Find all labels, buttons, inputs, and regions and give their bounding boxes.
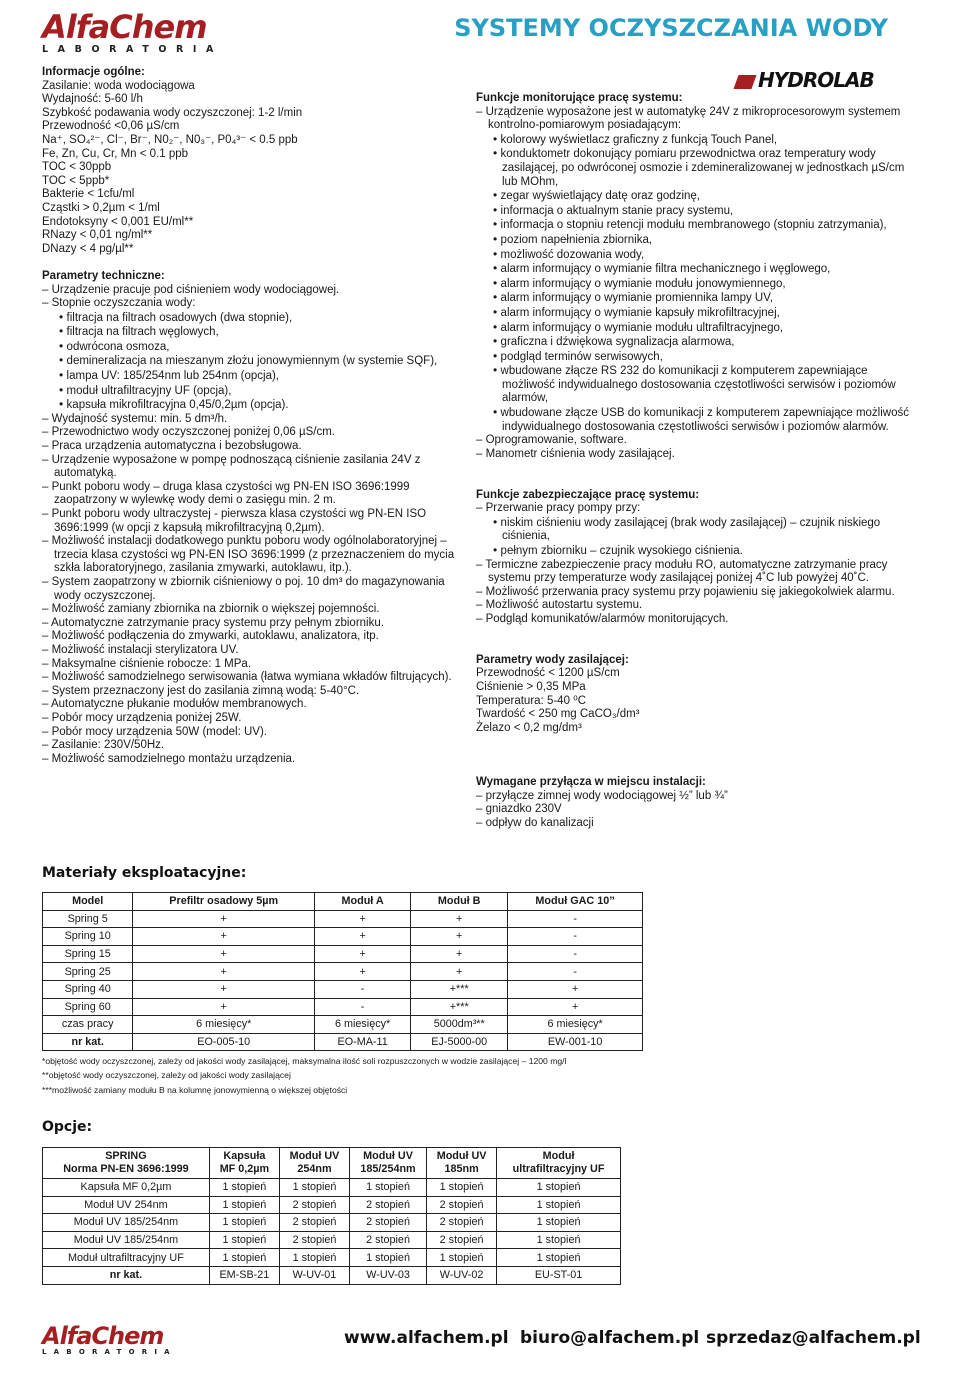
tech-item: – Możliwość samodzielnego serwisowania (łatwa wymiana wkładów filtrujących). [42, 671, 462, 685]
options-row [43, 1249, 621, 1267]
materials-cell: Spring 60 [43, 998, 133, 1016]
materials-cell: + [133, 928, 315, 946]
options-cell: 1 stopień [497, 1249, 621, 1267]
materials-row [43, 945, 643, 963]
materials-cell: EW-001-10 [508, 1033, 643, 1051]
tech-item: – Przewodnictwo wody oczyszczonej poniżej 0,06 µS/cm. [42, 426, 462, 440]
connection-item: – gniazdko 230V [476, 803, 916, 817]
connection-item: – odpływ do kanalizacji [476, 817, 916, 831]
materials-cell: + [411, 910, 508, 928]
options-cell: 1 stopień [279, 1249, 349, 1267]
stage-item: • demineralizacja na mieszanym złożu jonowymiennym (w systemie SQF), [48, 354, 462, 369]
stage-item: • filtracja na filtrach węglowych, [48, 325, 462, 340]
monitor-feature-item: • kolorowy wyświetlacz graficzny z funkcją Touch Panel, [482, 133, 916, 148]
options-header-cell: Kapsuła MF 0,2µm [209, 1148, 279, 1179]
monitor-feature-item: • alarm informujący o wymianie modułu jonowymiennego, [482, 277, 916, 292]
monitor-feature-item: • możliwość dozowania wody, [482, 248, 916, 263]
general-info-item: Cząstki > 0,2µm < 1/ml [42, 201, 160, 214]
monitor-feature-item: • konduktometr dokonujący pomiaru przewodnictwa oraz temperatury wody zasilającej, po odwróconej osmozie i zdemineralizowanej w jednostkach µS/cm lub MOhm, [482, 147, 916, 189]
materials-cell: + [411, 963, 508, 981]
options-cell: 2 stopień [427, 1231, 497, 1249]
materials-notes [42, 1054, 566, 1097]
options-cell: 1 stopień [209, 1249, 279, 1267]
general-info-heading: Informacje ogólne: [42, 66, 145, 78]
options-cell: W-UV-01 [279, 1266, 349, 1284]
general-info-item: Bakterie < 1cfu/ml [42, 188, 135, 201]
materials-header-cell: Model [43, 893, 133, 911]
protect-item: – Przerwanie pracy pompy przy: [476, 502, 916, 516]
materials-cell: Spring 5 [43, 910, 133, 928]
materials-cell: nr kat. [43, 1033, 133, 1051]
options-row [43, 1214, 621, 1232]
protect-condition-item: • pełnym zbiorniku – czujnik wysokiego ciśnienia. [482, 544, 916, 559]
footer-website-link[interactable]: www.alfachem.pl [344, 1328, 509, 1348]
options-cell: 1 stopień [497, 1179, 621, 1197]
tech-item: – Wydajność systemu: min. 5 dm³/h. [42, 413, 462, 427]
options-cell: Moduł UV 254nm [43, 1196, 210, 1214]
monitor-item: – Urządzenie wyposażone jest w automatykę 24V z mikroprocesorowym systemem kontrolno-pomiarowym posiadającym: [476, 106, 916, 133]
logo-text: AlfaChem [42, 8, 207, 46]
connections-list [476, 790, 916, 831]
tech-item: – Automatyczne płukanie modułów membranowych. [42, 698, 462, 712]
materials-cell: 6 miesięcy* [315, 1016, 411, 1034]
alfachem-logo-footer [42, 1322, 177, 1356]
options-row [43, 1266, 621, 1284]
tech-params-list [42, 413, 462, 766]
page-title: SYSTEMY OCZYSZCZANIA WODY [454, 14, 888, 42]
options-cell: 1 stopień [497, 1196, 621, 1214]
tech-item: – Automatyczne zatrzymanie pracy systemu przy pełnym zbiorniku. [42, 617, 462, 631]
options-header-cell: Moduł UV 185/254nm [350, 1148, 427, 1179]
options-row [43, 1179, 621, 1197]
materials-header-cell: Moduł GAC 10’’ [508, 893, 643, 911]
tech-item: – Pobór mocy urządzenia poniżej 25W. [42, 712, 462, 726]
options-cell: 1 stopień [427, 1179, 497, 1197]
tech-item: – Możliwość instalacji sterylizatora UV. [42, 644, 462, 658]
feed-heading: Parametry wody zasilającej: [476, 653, 629, 666]
general-info-item: RNazy < 0,01 ng/ml** [42, 229, 153, 242]
materials-cell: EO-005-10 [133, 1033, 315, 1051]
materials-cell: + [508, 980, 643, 998]
materials-cell: Spring 25 [43, 963, 133, 981]
materials-row [43, 998, 643, 1016]
feed-param-item: Żelazo < 0,2 mg/dm³ [476, 721, 582, 734]
materials-cell: + [133, 910, 315, 928]
materials-cell: EJ-5000-00 [411, 1033, 508, 1051]
protect-item: – Możliwość przerwania pracy systemu przy pojawieniu się jakiegokolwiek alarmu. [476, 586, 916, 600]
materials-cell: + [411, 945, 508, 963]
protect-rest-list [476, 559, 916, 627]
materials-header-cell: Moduł B [411, 893, 508, 911]
options-cell: Moduł UV 185/254nm [43, 1231, 210, 1249]
stage-item: • kapsuła mikrofiltracyjna 0,45/0,2µm (opcja). [48, 398, 462, 413]
materials-header-cell: Moduł A [315, 893, 411, 911]
options-heading: Opcje: [42, 1119, 93, 1135]
feed-param-item: Ciśnienie > 0,35 MPa [476, 680, 586, 693]
monitor-feature-item: • wbudowane złącze USB do komunikacji z komputerem zapewniające możliwość indywidualnego dostosowania częstotliwości serwisów i poziomów alarmów. [482, 406, 916, 434]
monitor-feature-item: • informacja o aktualnym stanie pracy systemu, [482, 204, 916, 219]
materials-row [43, 963, 643, 981]
protect-item: – Termiczne zabezpieczenie pracy modułu RO, automatyczne zatrzymanie pracy systemu przy temperaturze wody zasilającej poniżej 4˚C lub powyżej 40˚C. [476, 559, 916, 586]
options-cell: 1 stopień [427, 1249, 497, 1267]
general-info-item: Fe, Zn, Cu, Cr, Mn < 0.1 ppb [42, 147, 189, 160]
materials-cell: +*** [411, 998, 508, 1016]
materials-cell: + [315, 945, 411, 963]
options-cell: 2 stopień [427, 1196, 497, 1214]
monitor-feature-item: • alarm informujący o wymianie modułu ultrafiltracyjnego, [482, 321, 916, 336]
connection-item: – przyłącze zimnej wody wodociągowej ½” lub ¾” [476, 790, 916, 804]
materials-cell: + [133, 980, 315, 998]
general-info-item: Zasilanie: woda wodociągowa [42, 79, 195, 92]
materials-cell: +*** [411, 980, 508, 998]
alfachem-logo [42, 8, 223, 55]
options-cell: 2 stopień [350, 1196, 427, 1214]
tech-params-heading: Parametry techniczne: [42, 269, 165, 282]
materials-row [43, 980, 643, 998]
materials-cell: + [133, 945, 315, 963]
tech-item: – Pobór mocy urządzenia 50W (model: UV). [42, 726, 462, 740]
materials-cell: + [315, 963, 411, 981]
tech-item: – Praca urządzenia automatyczna i bezobsługowa. [42, 440, 462, 454]
options-cell: Kapsuła MF 0,2µm [43, 1179, 210, 1197]
options-cell: 1 stopień [350, 1179, 427, 1197]
options-row [43, 1196, 621, 1214]
materials-note: ***możliwość zamiany modułu B na kolumnę jonowymienną o większej objętości [42, 1084, 348, 1095]
materials-cell: 6 miesięcy* [508, 1016, 643, 1034]
general-info-item: Wydajność: 5-60 l/h [42, 93, 143, 106]
monitor-feature-item: • poziom napełnienia zbiornika, [482, 233, 916, 248]
options-cell: 2 stopień [350, 1214, 427, 1232]
logo-subtext: LABORATORIA [42, 1348, 177, 1356]
options-header-cell: Moduł ultrafiltracyjny UF [497, 1148, 621, 1179]
materials-cell: 6 miesięcy* [133, 1016, 315, 1034]
options-cell: 1 stopień [497, 1231, 621, 1249]
options-cell: 2 stopień [279, 1231, 349, 1249]
options-cell: 2 stopień [279, 1196, 349, 1214]
left-column [42, 66, 462, 766]
general-info-item: Szybkość podawania wody oczyszczonej: 1-2 l/min [42, 106, 303, 119]
tech-item: – Możliwość podłączenia do zmywarki, autoklawu, analizatora, itp. [42, 630, 462, 644]
logo-subtext: LABORATORIA [42, 44, 224, 55]
monitor-item: – Manometr ciśnienia wody zasilającej. [476, 448, 916, 462]
materials-cell: Spring 40 [43, 980, 133, 998]
general-info-item: Przewodność <0,06 µS/cm [42, 120, 180, 133]
materials-cell: + [315, 910, 411, 928]
monitor-heading: Funkcje monitorujące pracę systemu: [476, 92, 683, 104]
options-cell: 1 stopień [209, 1214, 279, 1232]
tech-item: – Maksymalne ciśnienie robocze: 1 MPa. [42, 658, 462, 672]
options-cell: 2 stopień [350, 1231, 427, 1249]
tech-item: – Możliwość instalacji dodatkowego punktu poboru wody ogólnolaboratoryjnej – trzecia klasa czystości wg PN-EN ISO 3696:1999 (z przeznaczeniem do mycia szkła laboratoryjnego, zasilania zmywarki, autoklawu, itp.). [42, 535, 462, 576]
options-cell: 1 stopień [350, 1249, 427, 1267]
options-cell: 2 stopień [427, 1214, 497, 1232]
monitor-feature-item: • alarm informujący o wymianie promiennika lampy UV, [482, 291, 916, 306]
monitor-feature-item: • alarm informujący o wymianie kapsuły mikrofiltracyjnej, [482, 306, 916, 321]
materials-header-cell: Prefiltr osadowy 5µm [133, 893, 315, 911]
materials-header-row [43, 893, 643, 911]
right-column [476, 92, 916, 830]
monitor-item: – Oprogramowanie, software. [476, 434, 916, 448]
materials-row [43, 928, 643, 946]
options-header-cell: SPRING Norma PN-EN 3696:1999 [43, 1148, 210, 1179]
general-info-item: DNazy < 4 pg/µl** [42, 242, 134, 255]
materials-cell: - [315, 998, 411, 1016]
hydrolab-logo-text: HYDROLAB [758, 68, 874, 92]
materials-cell: czas pracy [43, 1016, 133, 1034]
monitor-feature-item: • podgląd terminów serwisowych, [482, 350, 916, 365]
tech-item: – Zasilanie: 230V/50Hz. [42, 739, 462, 753]
monitor-feature-item: • zegar wyświetlający datę oraz godzinę, [482, 189, 916, 204]
options-cell: 1 stopień [497, 1214, 621, 1232]
tech-item: – Możliwość zamiany zbiornika na zbiornik o większej pojemności. [42, 603, 462, 617]
protect-condition-item: • niskim ciśnieniu wody zasilającej (brak wody zasilającej) – czujnik niskiego ciśnienia, [482, 516, 916, 544]
options-cell: 1 stopień [209, 1179, 279, 1197]
protect-heading: Funkcje zabezpieczające pracę systemu: [476, 488, 700, 501]
options-header-row [43, 1148, 621, 1179]
materials-cell: + [411, 928, 508, 946]
stage-item: • lampa UV: 185/254nm lub 254nm (opcja), [48, 369, 462, 384]
options-cell: Moduł UV 185/254nm [43, 1214, 210, 1232]
general-info-item: TOC < 30ppb [42, 161, 112, 174]
materials-cell: - [508, 928, 643, 946]
options-header-cell: Moduł UV 254nm [279, 1148, 349, 1179]
options-table [42, 1147, 621, 1285]
materials-cell: - [508, 963, 643, 981]
tech-item: – System zaopatrzony w zbiornik ciśnieniowy o poj. 10 dm³ do magazynowania wody oczyszczonej. [42, 576, 462, 603]
materials-cell: EO-MA-11 [315, 1033, 411, 1051]
tech-item: – Stopnie oczyszczania wody: [42, 297, 462, 311]
options-cell: EU-ST-01 [497, 1266, 621, 1284]
materials-cell: + [133, 998, 315, 1016]
options-row [43, 1231, 621, 1249]
logo-text: AlfaChem [42, 1322, 164, 1350]
feed-param-item: Przewodność < 1200 µS/cm [476, 667, 620, 680]
materials-note: **objętość wody oczyszczonej, zależy od jakości wody zasilającej [42, 1070, 291, 1081]
protect-item: – Możliwość autostartu systemu. [476, 599, 916, 613]
options-cell: EM-SB-21 [209, 1266, 279, 1284]
materials-cell: Spring 15 [43, 945, 133, 963]
general-info-item: Endotoksyny < 0,001 EU/ml** [42, 215, 194, 228]
monitor-feature-item: • wbudowane złącze RS 232 do komunikacji z komputerem zapewniające możliwość indywidualnego dostosowania częstotliwości serwisów i poziomów alarmów, [482, 364, 916, 406]
options-cell: W-UV-02 [427, 1266, 497, 1284]
connections-heading: Wymagane przyłącza w miejscu instalacji: [476, 776, 706, 789]
monitor-list [476, 133, 916, 434]
options-cell: Moduł ultrafiltracyjny UF [43, 1249, 210, 1267]
hydrolab-logo [736, 68, 884, 90]
tech-item: – System przeznaczony jest do zasilania zimną wodą: 5-40°C. [42, 685, 462, 699]
stage-item: • moduł ultrafiltracyjny UF (opcja), [48, 384, 462, 399]
tech-item: – Punkt poboru wody ultraczystej - pierwsza klasa czystości wg PN-EN ISO 3696:1999 (w opcji z kapsułą mikrofiltracyjną 0,2µm). [42, 508, 462, 535]
stage-item: • odwrócona osmoza, [48, 340, 462, 355]
protect-list [476, 516, 916, 559]
materials-row [43, 910, 643, 928]
feed-param-item: Temperatura: 5-40 ⁰C [476, 694, 587, 707]
materials-cell: - [508, 910, 643, 928]
materials-cell: Spring 10 [43, 928, 133, 946]
options-cell: W-UV-03 [350, 1266, 427, 1284]
materials-cell: - [508, 945, 643, 963]
materials-row [43, 1016, 643, 1034]
hydrolab-mark-icon [733, 75, 756, 89]
materials-cell: - [315, 980, 411, 998]
materials-heading: Materiały eksploatacyjne: [42, 865, 247, 881]
options-cell: 1 stopień [209, 1196, 279, 1214]
materials-table [42, 892, 643, 1051]
options-header-cell: Moduł UV 185nm [427, 1148, 497, 1179]
materials-cell: + [508, 998, 643, 1016]
feed-list [476, 667, 916, 735]
general-info-item: TOC < 5ppb* [42, 174, 110, 187]
tech-item: – Możliwość samodzielnego montażu urządzenia. [42, 753, 462, 767]
materials-cell: 5000dm³** [411, 1016, 508, 1034]
materials-cell: + [315, 928, 411, 946]
footer-email-sprzedaz[interactable]: sprzedaz@alfachem.pl [706, 1328, 921, 1348]
tech-item: – Urządzenie pracuje pod ciśnieniem wody wodociągowej. [42, 284, 462, 298]
general-info-list [42, 80, 462, 257]
options-cell: nr kat. [43, 1266, 210, 1284]
materials-row [43, 1033, 643, 1051]
tech-item: – Urządzenie wyposażone w pompę podnoszącą ciśnienie zasilania 24V z automatyką. [42, 454, 462, 481]
materials-note: *objętość wody oczyszczonej, zależy od jakości wody zasilającej, maksymalna ilość soli rozpuszczonych w wodzie zasilającej – 1200 mg/l [42, 1056, 567, 1066]
monitor-feature-item: • graficzna i dźwiękowa sygnalizacja alarmowa, [482, 335, 916, 350]
stages-list [42, 311, 462, 413]
general-info-item: Na⁺, SO₄²⁻, Cl⁻, Br⁻, N0₂⁻, N0₃⁻, P0₄³⁻ < 0.5 ppb [42, 133, 298, 146]
footer-email-biuro[interactable]: biuro@alfachem.pl [520, 1328, 700, 1348]
monitor-feature-item: • alarm informujący o wymianie filtra mechanicznego i węglowego, [482, 262, 916, 277]
protect-item: – Podgląd komunikatów/alarmów monitorujących. [476, 613, 916, 627]
options-cell: 1 stopień [279, 1179, 349, 1197]
feed-param-item: Twardość < 250 mg CaCO₃/dm³ [476, 708, 640, 721]
tech-item: – Punkt poboru wody – druga klasa czystości wg PN-EN ISO 3696:1999 zaopatrzony w wylewkę wody demi o zasięgu min. 2 m. [42, 481, 462, 508]
stage-item: • filtracja na filtrach osadowych (dwa stopnie), [48, 311, 462, 326]
options-cell: 1 stopień [209, 1231, 279, 1249]
monitor-feature-item: • informacja o stopniu retencji modułu membranowego (stopniu zatrzymania), [482, 218, 916, 233]
options-cell: 2 stopień [279, 1214, 349, 1232]
materials-cell: + [133, 963, 315, 981]
